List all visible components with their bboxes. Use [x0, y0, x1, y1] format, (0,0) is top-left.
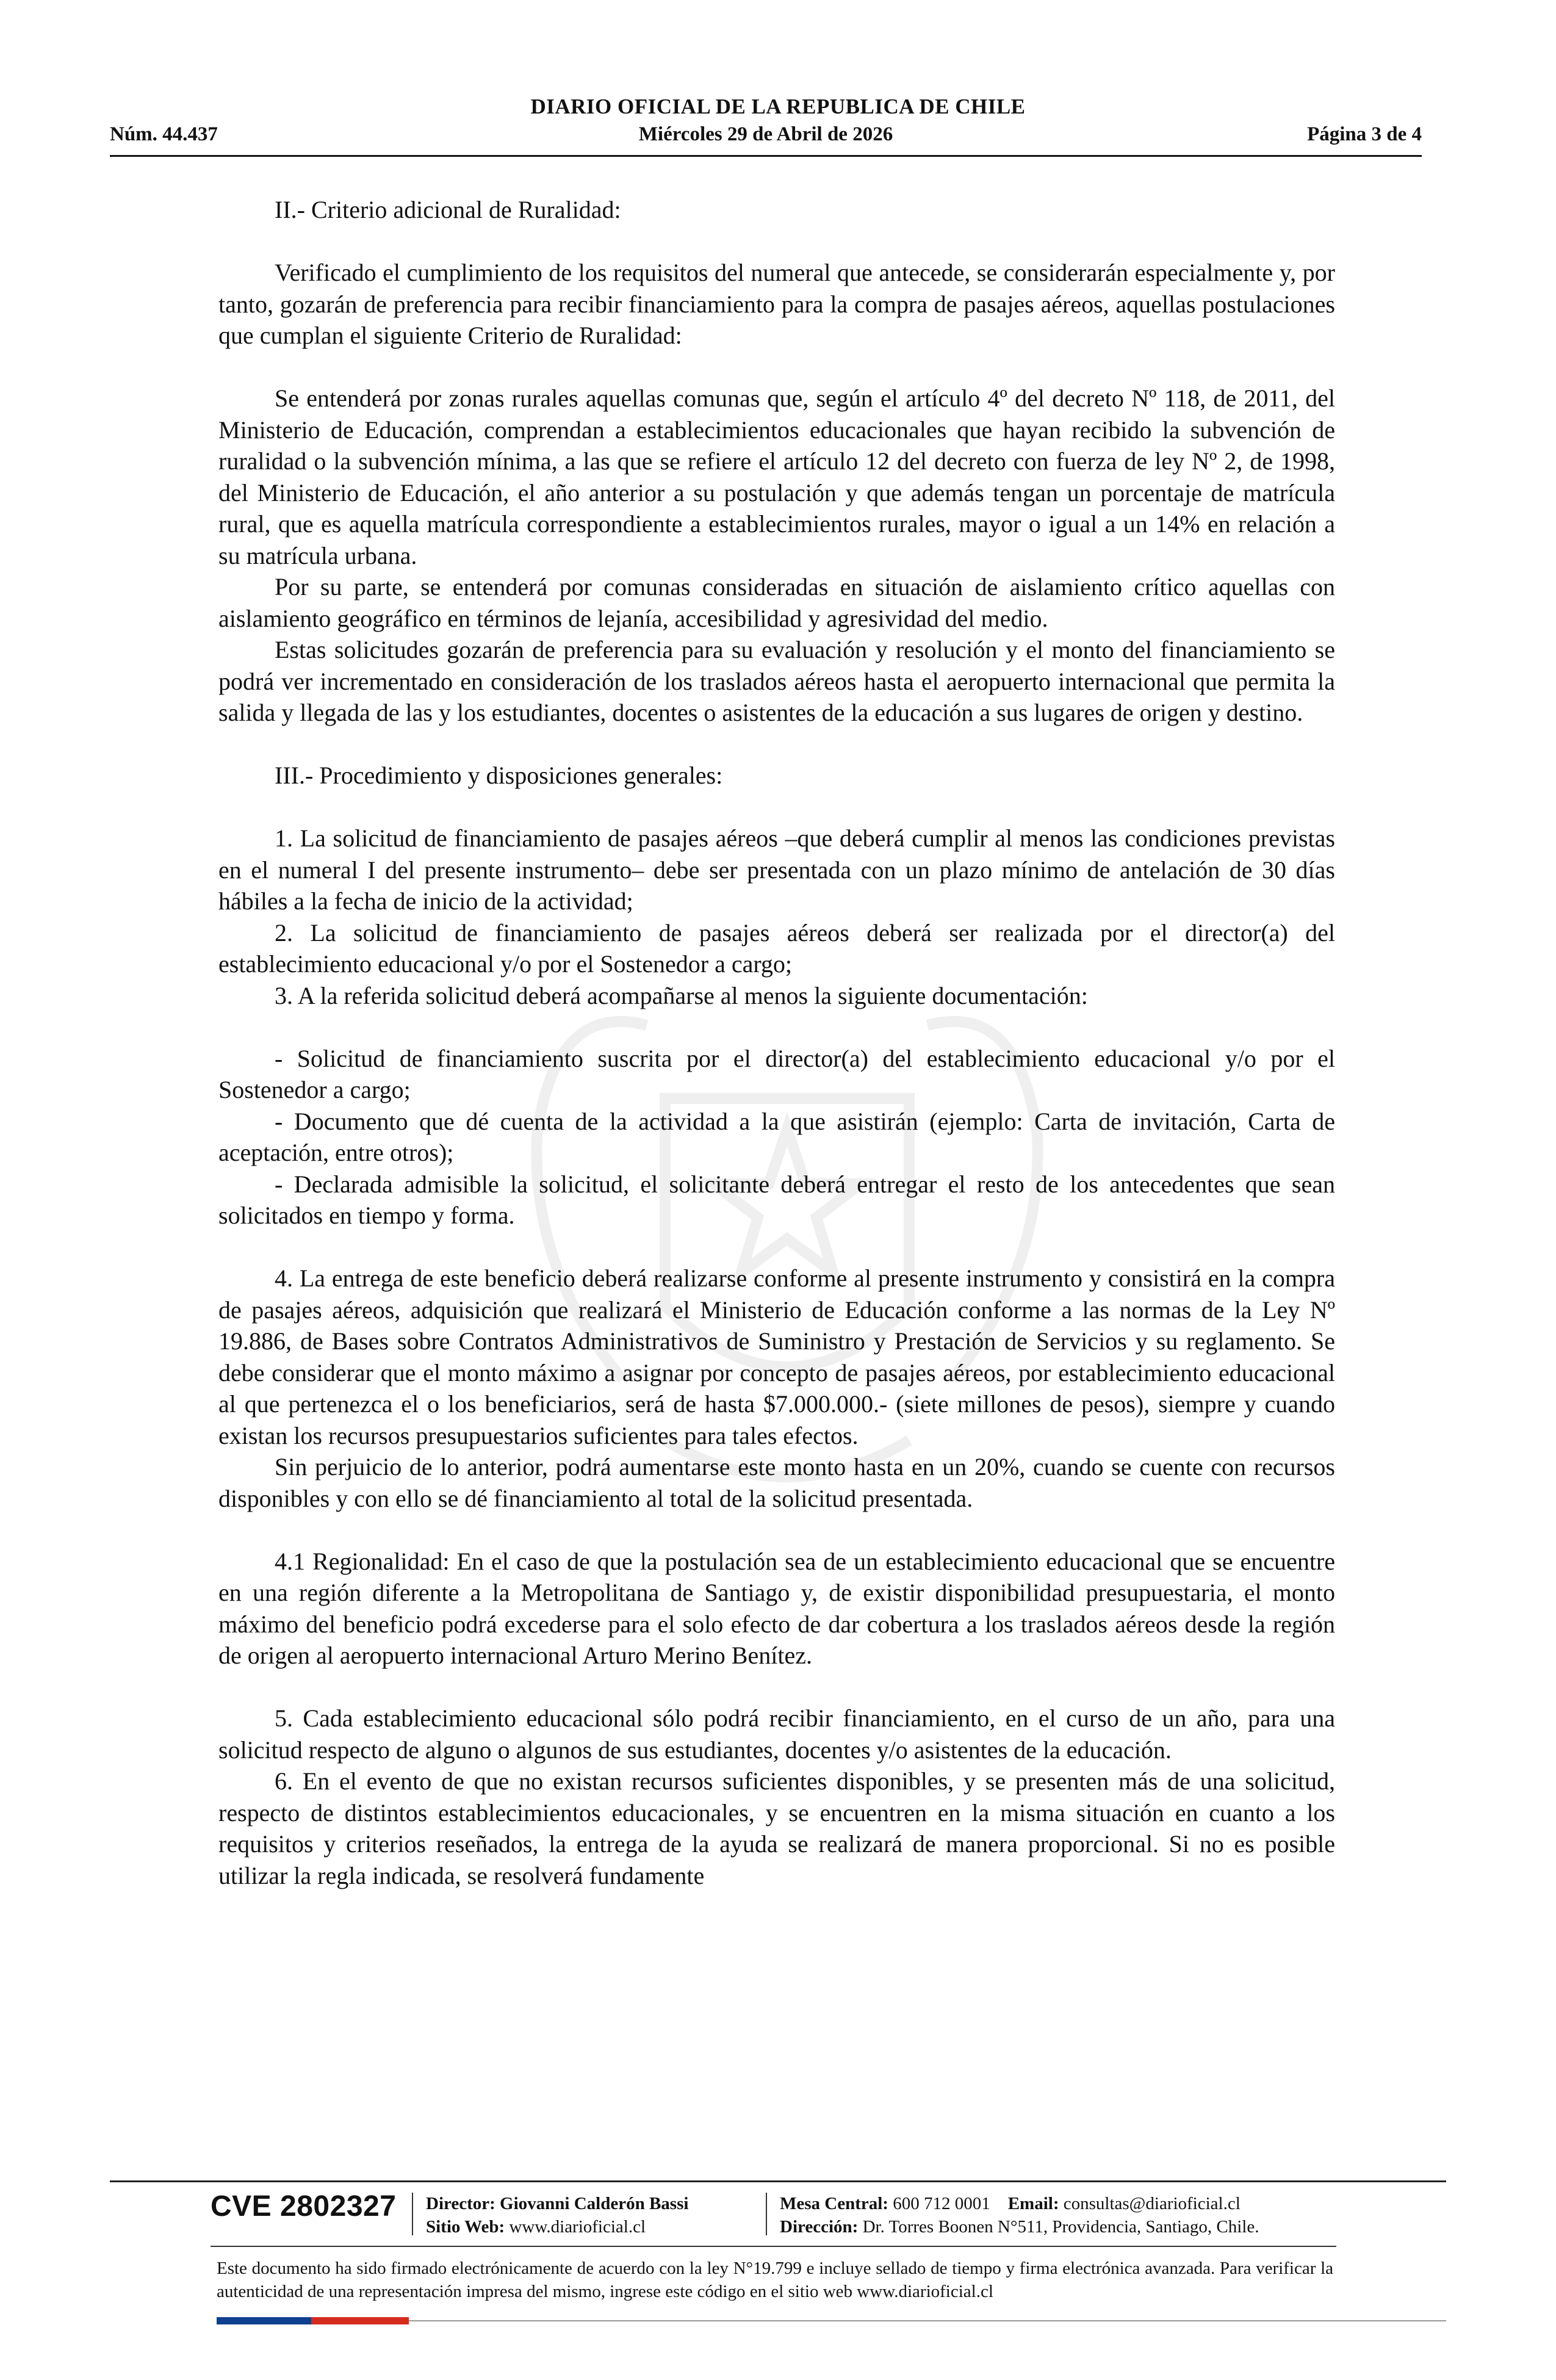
document-body: [218, 194, 1335, 1891]
section-heading-ii: II.- Criterio adicional de Ruralidad:: [275, 196, 621, 223]
footer-divider: [211, 2246, 1336, 2247]
email-link[interactable]: consultas@diarioficial.cl: [1063, 2194, 1241, 2213]
gazette-title: DIARIO OFICIAL DE LA REPUBLICA DE CHILE: [530, 95, 1026, 118]
header-divider: [110, 155, 1422, 157]
director-label: Director:: [426, 2194, 495, 2213]
paragraph: 4.1 Regionalidad: En el caso de que la postulación sea de un establecimiento educacional que se encuentre en una región diferente a la Metropolitana de Santiago y, de existir disponibilidad presupuestaria, el monto máximo del beneficio podrá excederse para el solo efecto de dar cobertura a los traslados aéreos desde la región de origen al aeropuerto internacional Arturo Merino Benítez.: [218, 1547, 1335, 1669]
email-label: Email:: [1007, 2194, 1059, 2213]
flag-stripe-red: [311, 2317, 409, 2324]
paragraph: 1. La solicitud de financiamiento de pasajes aéreos –que deberá cumplir al menos las condiciones previstas en el numeral I del presente instrumento– debe ser presentada con un plazo mínimo de antelación de 30 días hábiles a la fecha de inicio de la actividad;: [218, 824, 1335, 915]
cve-code: CVE 2802327: [211, 2190, 397, 2223]
footer-bottom-line: [409, 2320, 1446, 2321]
website-label: Sitio Web:: [426, 2217, 505, 2237]
director-name: Giovanni Calderón Bassi: [500, 2194, 689, 2213]
website-link[interactable]: www.diarioficial.cl: [509, 2217, 646, 2237]
issue-date: Miércoles 29 de Abril de 2026: [638, 123, 893, 145]
paragraph: Verificado el cumplimiento de los requisitos del numeral que antecede, se considerarán especialmente y, por tanto, gozarán de preferencia para recibir financiamiento para la compra de pasajes aéreos, aquellas postulaciones que cumplan el siguiente Criterio de Ruralidad:: [218, 259, 1335, 349]
list-item: - Solicitud de financiamiento suscrita por el director(a) del establecimiento educacional y/o por el Sostenedor a cargo;: [218, 1044, 1335, 1103]
paragraph: 3. A la referida solicitud deberá acompañarse al menos la siguiente documentación:: [275, 981, 1088, 1009]
footer-separator: [766, 2193, 767, 2235]
paragraph: 2. La solicitud de financiamiento de pasajes aéreos deberá ser realizada por el director(a) del establecimiento educacional y/o por el Sostenedor a cargo;: [218, 918, 1335, 978]
list-item: - Declarada admisible la solicitud, el solicitante deberá entregar el resto de los antecedentes que sean solicitados en tiempo y forma.: [218, 1170, 1335, 1229]
paragraph: 5. Cada establecimiento educacional sólo podrá recibir financiamiento, en el curso de un año, para una solicitud respecto de alguno o algunos de sus estudiantes, docentes y/o asistentes de la educación.: [218, 1704, 1335, 1764]
footer-separator: [412, 2193, 413, 2235]
paragraph: Estas solicitudes gozarán de preferencia para su evaluación y resolución y el monto del financiamiento se podrá ver incrementado en consideración de los traslados aéreos hasta el aeropuerto internacional que permita la salida y llegada de las y los estudiantes, docentes o asistentes de la educación a sus lugares de origen y destino.: [218, 636, 1335, 726]
legal-notice: Este documento ha sido firmado electrónicamente de acuerdo con la ley N°19.799 e incluye sellado de tiempo y firma electrónica avanzada. Para verificar la autenticidad de una representación impresa del mismo, ingrese este código en el sitio web www.diarioficial.cl: [217, 2259, 1333, 2301]
address-label: Dirección:: [780, 2217, 859, 2237]
address-text: Dr. Torres Boonen N°511, Providencia, Santiago, Chile.: [862, 2217, 1259, 2237]
paragraph: Se entenderá por zonas rurales aquellas comunas que, según el artículo 4º del decreto Nº 118, de 2011, del Ministerio de Educación, comprendan a establecimientos educacionales que hayan recibido la subvención de ruralidad o la subvención mínima, a las que se refiere el artículo 12 del decreto con fuerza de ley Nº 2, de 1998, del Ministerio de Educación, el año anterior a su postulación y que además tengan un porcentaje de matrícula rural, que es aquella matrícula correspondiente a establecimientos rurales, mayor o igual a un 14% en relación a su matrícula urbana.: [218, 384, 1335, 569]
paragraph: Sin perjuicio de lo anterior, podrá aumentarse este monto hasta en un 20%, cuando se cuente con recursos disponibles y con ello se dé financiamiento al total de la solicitud presentada.: [218, 1453, 1335, 1512]
footer-divider: [110, 2180, 1446, 2182]
flag-stripe-blue: [217, 2317, 311, 2324]
list-item: - Documento que dé cuenta de la actividad a la que asistirán (ejemplo: Carta de invitación, Carta de aceptación, entre otros);: [218, 1107, 1335, 1166]
page-number: Página 3 de 4: [1307, 123, 1422, 145]
footer-publisher-info: [426, 2192, 688, 2238]
phone-number: 600 712 0001: [893, 2194, 990, 2213]
phone-label: Mesa Central:: [780, 2194, 888, 2213]
paragraph: 6. En el evento de que no existan recursos suficientes disponibles, y se presenten más de una solicitud, respecto de distintos establecimientos educacionales, y se encuentren en la misma situación en cuanto a los requisitos y criterios reseñados, la entrega de la ayuda se realizará de manera proporcional. Si no es posible utilizar la regla indicada, se resolverá fundamente: [218, 1767, 1335, 1889]
issue-number: Núm. 44.437: [110, 123, 218, 145]
footer-contact-info: [780, 2192, 1259, 2238]
header-info-row: [110, 123, 1422, 150]
section-heading-iii: III.- Procedimiento y disposiciones generales:: [275, 762, 723, 789]
paragraph: 4. La entrega de este beneficio deberá realizarse conforme al presente instrumento y consistirá en la compra de pasajes aéreos, adquisición que realizará el Ministerio de Educación conforme a las normas de la Ley Nº 19.886, de Bases sobre Contratos Administrativos de Suministro y Prestación de Servicios y su reglamento. Se debe considerar que el monto máximo a asignar por concepto de pasajes aéreos, por establecimiento educacional al que pertenezca el o los beneficiarios, será de hasta $7.000.000.- (siete millones de pesos), siempre y cuando existan los recursos presupuestarios suficientes para tales efectos.: [218, 1264, 1335, 1449]
paragraph: Por su parte, se entenderá por comunas consideradas en situación de aislamiento crítico aquellas con aislamiento geográfico en términos de lejanía, accesibilidad y agresividad del medio.: [218, 573, 1335, 632]
